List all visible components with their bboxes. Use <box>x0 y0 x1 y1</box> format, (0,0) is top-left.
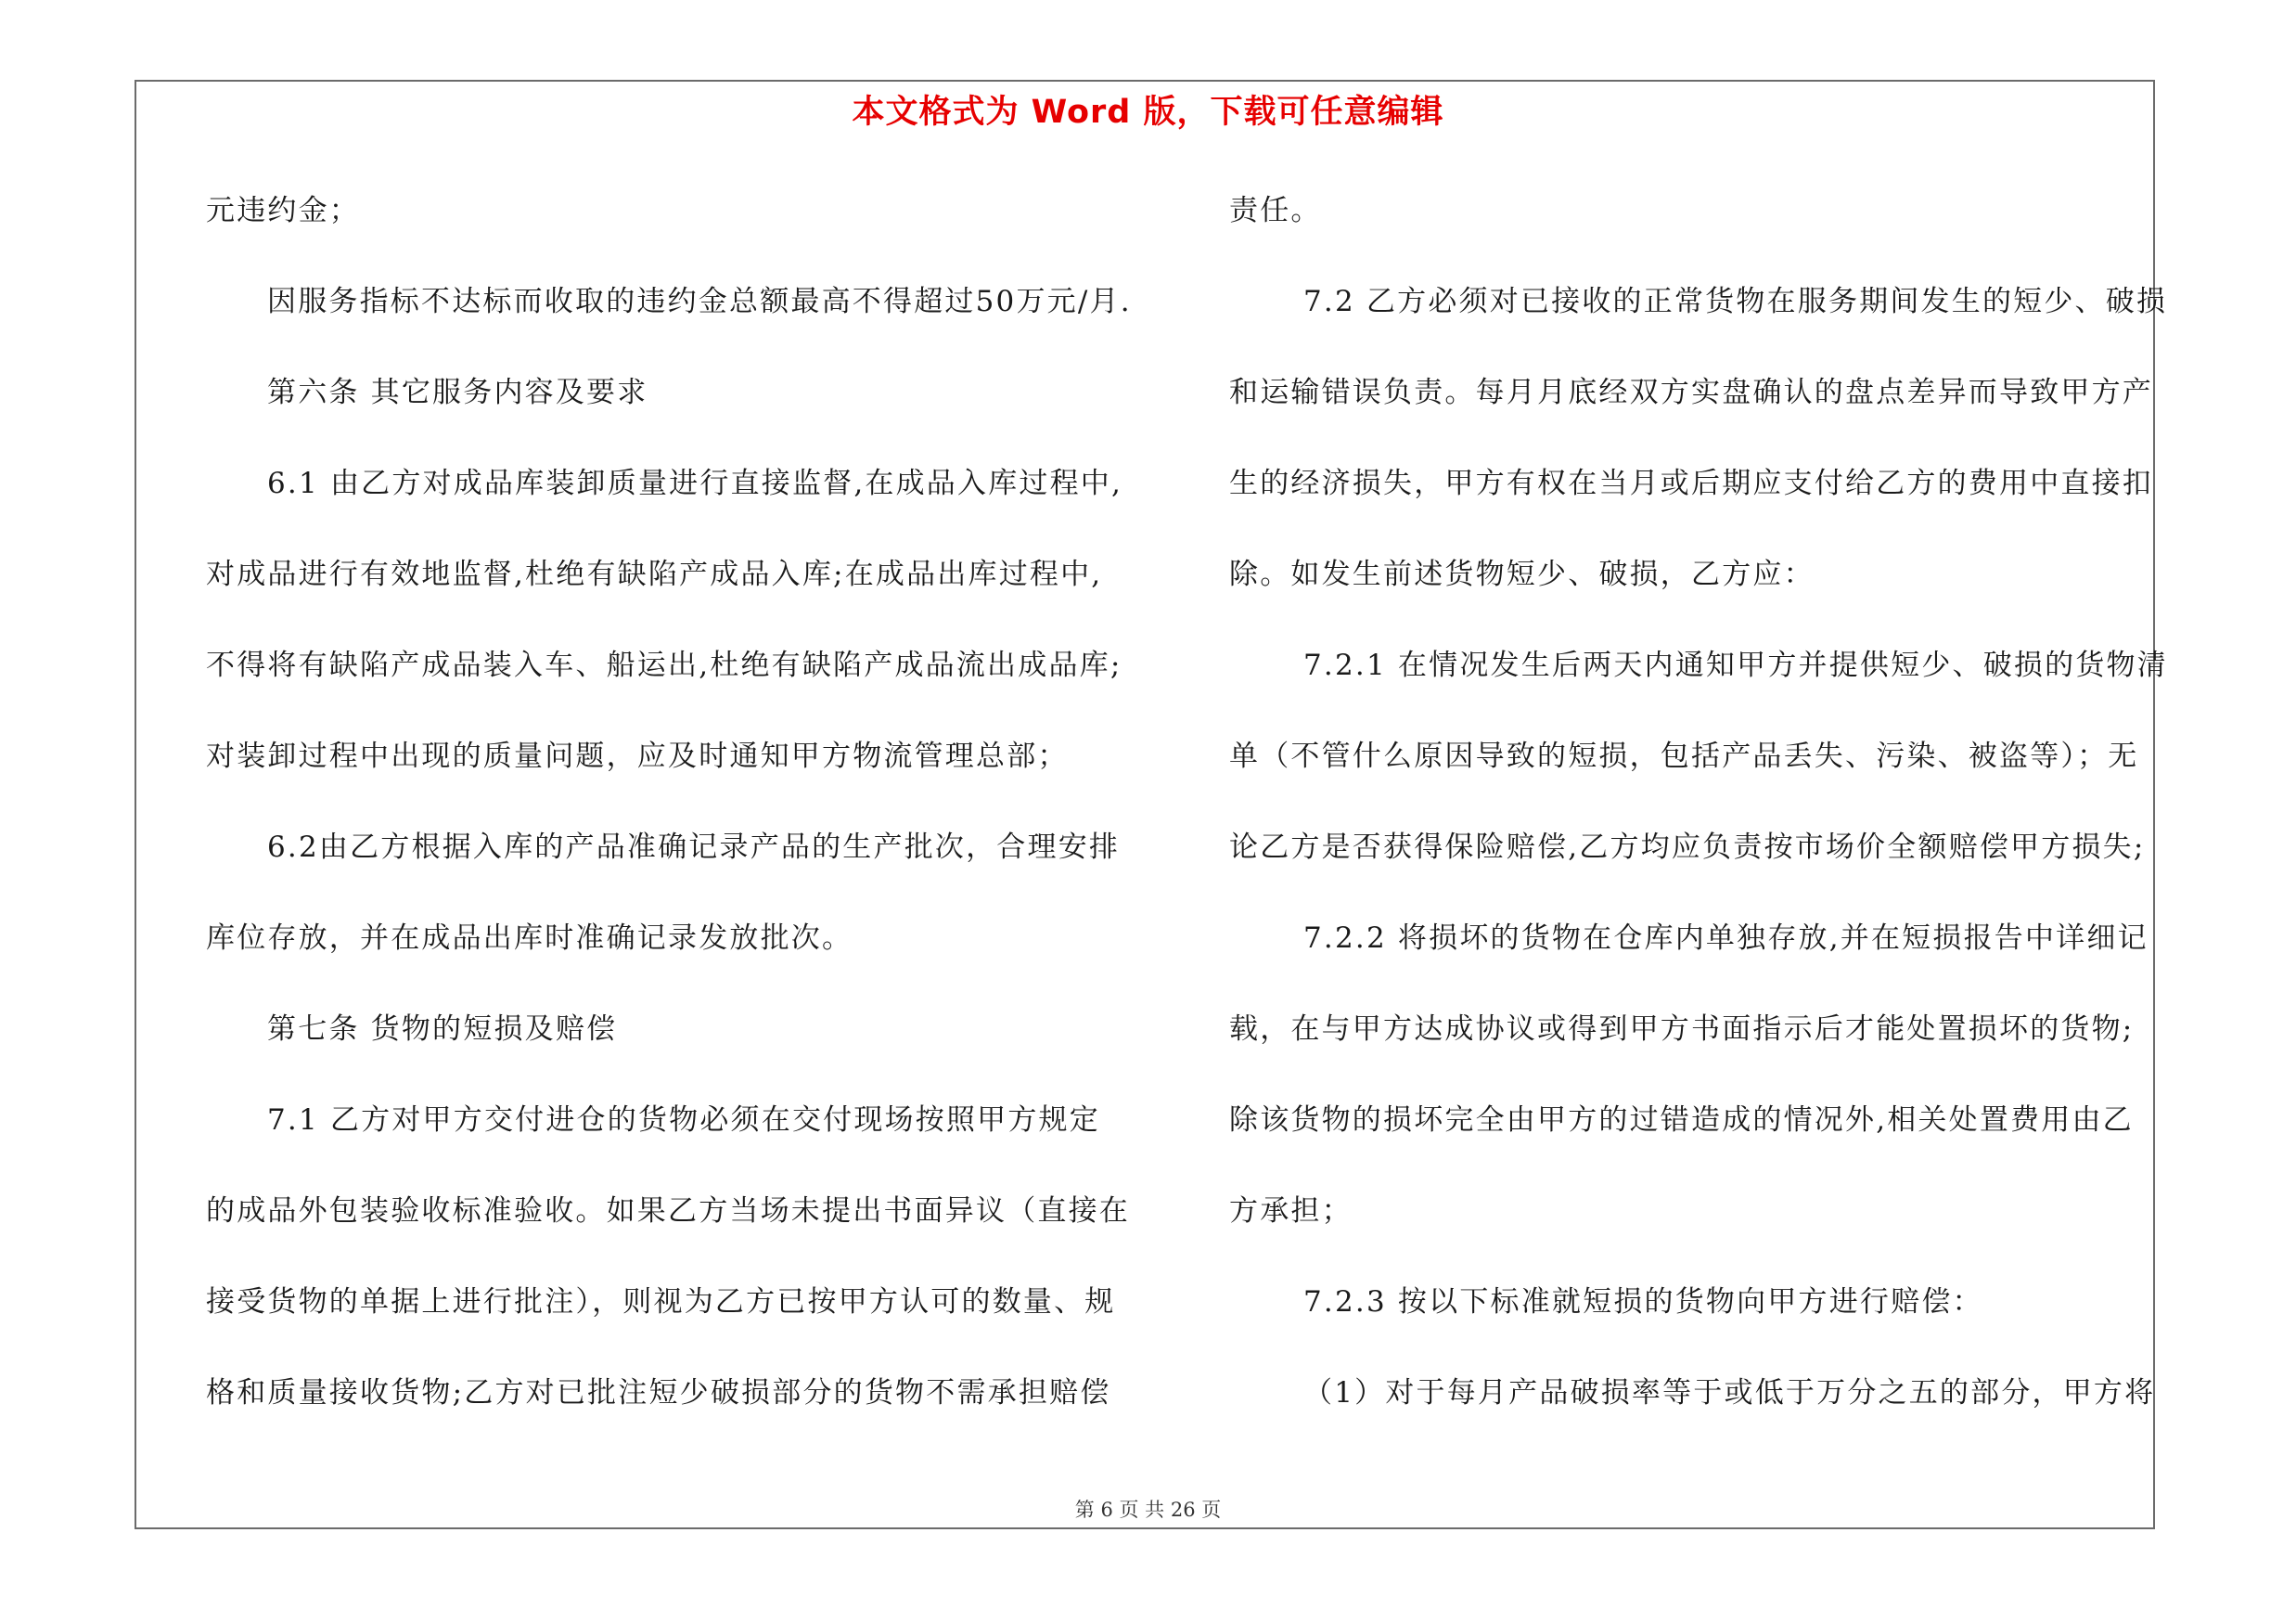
text-line: 库位存放，并在成品出库时准确记录发放批次。 <box>206 921 853 955</box>
text-line: 7.2.1 在情况发生后两天内通知甲方并提供短少、破损的货物清 <box>1303 649 2168 682</box>
text-line: 的成品外包装验收标准验收。如果乙方当场未提出书面异议（直接在 <box>206 1194 1130 1228</box>
right-text-column <box>1229 183 2168 1456</box>
left-text-column <box>206 183 1160 1456</box>
text-line: 元违约金； <box>206 194 360 227</box>
text-line: 7.2.2 将损坏的货物在仓库内单独存放,并在短损报告中详细记 <box>1303 921 2148 955</box>
text-line: 6.2由乙方根据入库的产品准确记录产品的生产批次，合理安排 <box>267 831 1121 864</box>
text-line: 7.2.3 按以下标准就短损的货物向甲方进行赔偿： <box>1303 1285 1983 1319</box>
text-line: 除。如发生前述货物短少、破损，乙方应： <box>1229 558 1815 591</box>
text-line: 责任。 <box>1229 194 1322 227</box>
text-line: 7.1 乙方对甲方交付进仓的货物必须在交付现场按照甲方规定 <box>267 1103 1100 1137</box>
text-line: 生的经济损失，甲方有权在当月或后期应支付给乙方的费用中直接扣 <box>1229 467 2153 500</box>
text-line: 载，在与甲方达成协议或得到甲方书面指示后才能处置损坏的货物; <box>1229 1012 2135 1046</box>
text-line: 对成品进行有效地监督,杜绝有缺陷产成品入库;在成品出库过程中, <box>206 558 1103 591</box>
text-line: 单（不管什么原因导致的短损，包括产品丢失、污染、被盗等）；无 <box>1229 740 2139 773</box>
page-number-footer: 第 6 页 共 26 页 <box>1074 1499 1222 1521</box>
text-line: 论乙方是否获得保险赔偿,乙方均应负责按市场价全额赔偿甲方损失; <box>1229 831 2146 864</box>
text-line: 接受货物的单据上进行批注），则视为乙方已按甲方认可的数量、规 <box>206 1285 1116 1319</box>
text-line: （1）对于每月产品破损率等于或低于万分之五的部分，甲方将 <box>1303 1376 2156 1410</box>
text-line: 除该货物的损坏完全由甲方的过错造成的情况外,相关处置费用由乙 <box>1229 1103 2134 1137</box>
text-line: 6.1 由乙方对成品库装卸质量进行直接监督,在成品入库过程中, <box>267 467 1123 500</box>
text-line: 方承担； <box>1229 1194 1353 1228</box>
text-line: 7.2 乙方必须对已接收的正常货物在服务期间发生的短少、破损 <box>1303 285 2168 318</box>
text-line: 对装卸过程中出现的质量问题，应及时通知甲方物流管理总部； <box>206 740 1069 773</box>
text-line: 和运输错误负责。每月月底经双方实盘确认的盘点差异而导致甲方产 <box>1229 376 2153 409</box>
text-line: 格和质量接收货物;乙方对已批注短少破损部分的货物不需承担赔偿 <box>206 1376 1111 1410</box>
text-line: 第七条 货物的短损及赔偿 <box>267 1012 618 1046</box>
text-line: 不得将有缺陷产成品装入车、船运出,杜绝有缺陷产成品流出成品库; <box>206 649 1122 682</box>
text-line: 第六条 其它服务内容及要求 <box>267 376 648 409</box>
word-format-banner: 本文格式为 Word 版，下载可任意编辑 <box>852 94 1444 131</box>
text-line: 因服务指标不达标而收取的违约金总额最高不得超过50万元/月. <box>267 285 1132 318</box>
